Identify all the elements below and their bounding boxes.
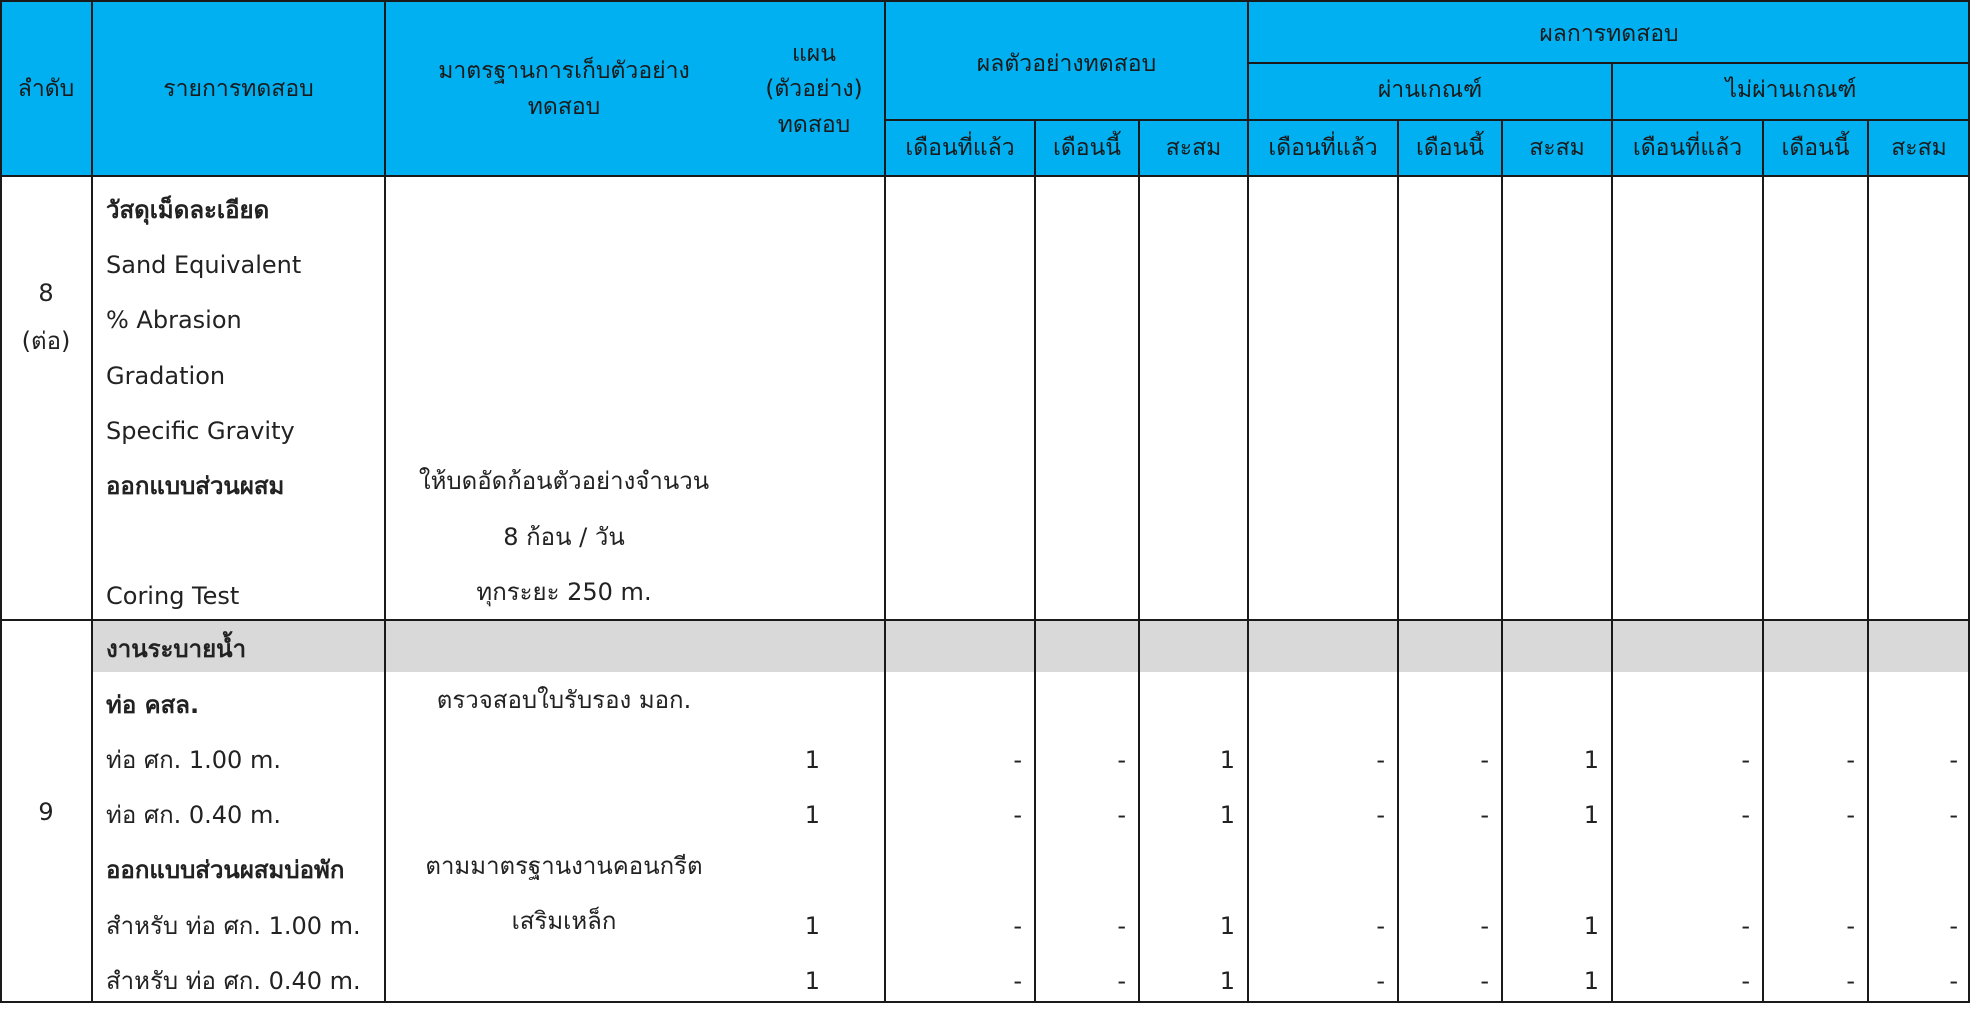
section9-item: สำหรับ ท่อ ศก. 1.00 m. bbox=[106, 912, 361, 940]
value-cell-fail-last-month: - bbox=[1741, 967, 1750, 995]
header-plan bbox=[743, 20, 885, 160]
value-cell-fail-last-month: - bbox=[1741, 746, 1750, 774]
section8-item: Sand Equivalent bbox=[106, 251, 302, 279]
col-line-8 bbox=[1501, 119, 1503, 1003]
section9-heading: งานระบายน้ำ bbox=[106, 635, 247, 663]
section9-item: ท่อ คสล. bbox=[106, 691, 200, 719]
border-bottom bbox=[0, 1001, 1970, 1003]
header-pass-this-month: เดือนนี้ bbox=[1415, 134, 1485, 161]
value-cell-pass-last-month: - bbox=[1376, 967, 1385, 995]
value-cell-pass-last-month: - bbox=[1376, 801, 1385, 829]
value-cell-samples-last-month: - bbox=[1013, 967, 1022, 995]
value-cell-samples-last-month: - bbox=[1013, 746, 1022, 774]
value-cell-fail-this-month: - bbox=[1846, 746, 1855, 774]
value-cell-pass-this-month: - bbox=[1480, 967, 1489, 995]
value-cell-fail-last-month: - bbox=[1741, 912, 1750, 940]
value-cell-plan: 1 bbox=[804, 746, 820, 774]
col-line-6 bbox=[1247, 0, 1249, 1003]
value-cell-fail-last-month: - bbox=[1741, 801, 1750, 829]
section8-seq: 8 bbox=[38, 279, 54, 307]
value-cell-pass-cumulative: 1 bbox=[1583, 746, 1599, 774]
value-cell-pass-this-month: - bbox=[1480, 746, 1489, 774]
header-samples-this-month: เดือนนี้ bbox=[1052, 134, 1122, 161]
header-samples-cumulative: สะสม bbox=[1165, 134, 1222, 161]
section9-standard-b: ตามมาตรฐานงานคอนกรีต bbox=[425, 852, 703, 880]
section8-seq-cont: (ต่อ) bbox=[21, 327, 71, 355]
value-cell-fail-cumulative: - bbox=[1949, 801, 1958, 829]
section8-item: Gradation bbox=[106, 362, 226, 390]
border-left bbox=[0, 0, 2, 1003]
header-results: ผลการทดสอบ bbox=[1539, 21, 1679, 48]
value-cell-samples-this-month: - bbox=[1117, 912, 1126, 940]
section9-item: ท่อ ศก. 0.40 m. bbox=[106, 801, 281, 829]
col-line-9 bbox=[1611, 62, 1613, 1003]
col-line-7 bbox=[1397, 119, 1399, 1003]
header-item: รายการทดสอบ bbox=[163, 76, 314, 103]
header-plan-line3: ทดสอบ bbox=[777, 111, 851, 138]
border-results-sub bbox=[1248, 62, 1970, 64]
value-cell-samples-this-month: - bbox=[1117, 746, 1126, 774]
col-line-11 bbox=[1867, 119, 1869, 1003]
section8-item: วัสดุเม็ดละเอียด bbox=[106, 196, 270, 224]
section8-standard: ให้บดอัดก้อนตัวอย่างจำนวน bbox=[418, 467, 710, 495]
value-cell-samples-cumulative: 1 bbox=[1219, 746, 1235, 774]
value-cell-samples-cumulative: 1 bbox=[1219, 967, 1235, 995]
value-cell-fail-this-month: - bbox=[1846, 801, 1855, 829]
header-fail-cumulative: สะสม bbox=[1891, 134, 1947, 161]
header-plan-line1: แผน bbox=[791, 40, 837, 67]
col-line-4 bbox=[1034, 119, 1036, 1003]
value-cell-samples-cumulative: 1 bbox=[1219, 912, 1235, 940]
border-header-bottom bbox=[0, 175, 1970, 177]
border-cols-sub bbox=[885, 119, 1970, 121]
value-cell-fail-this-month: - bbox=[1846, 912, 1855, 940]
section8-item: % Abrasion bbox=[106, 306, 242, 334]
header-standard-line2: ทดสอบ bbox=[527, 94, 601, 120]
value-cell-samples-last-month: - bbox=[1013, 912, 1022, 940]
header-pass-cumulative: สะสม bbox=[1529, 134, 1585, 161]
section8-standard: 8 ก้อน / วัน bbox=[503, 523, 625, 551]
header-pass-last-month: เดือนที่แล้ว bbox=[1268, 134, 1378, 161]
section8-item: Coring Test bbox=[106, 582, 240, 610]
col-line-5 bbox=[1138, 119, 1140, 1003]
value-cell-pass-cumulative: 1 bbox=[1583, 912, 1599, 940]
section9-standard-b: เสริมเหล็ก bbox=[511, 907, 617, 935]
value-cell-fail-cumulative: - bbox=[1949, 912, 1958, 940]
col-line-10 bbox=[1762, 119, 1764, 1003]
header-fail-this-month: เดือนนี้ bbox=[1781, 134, 1850, 161]
header-seq: ลำดับ bbox=[17, 76, 75, 103]
value-cell-pass-last-month: - bbox=[1376, 746, 1385, 774]
value-cell-plan: 1 bbox=[804, 912, 820, 940]
value-cell-fail-cumulative: - bbox=[1949, 967, 1958, 995]
border-top bbox=[0, 0, 1970, 2]
col-line-3 bbox=[884, 0, 886, 1003]
section9-seq: 9 bbox=[38, 798, 54, 826]
header-fail: ไม่ผ่านเกณฑ์ bbox=[1725, 77, 1857, 104]
value-cell-fail-this-month: - bbox=[1846, 967, 1855, 995]
header-samples-last-month: เดือนที่แล้ว bbox=[905, 134, 1015, 161]
header-pass: ผ่านเกณฑ์ bbox=[1377, 77, 1483, 104]
value-cell-pass-cumulative: 1 bbox=[1583, 801, 1599, 829]
section9-standard-a: ตรวจสอบใบรับรอง มอก. bbox=[436, 686, 692, 714]
section9-heading-band bbox=[92, 620, 1970, 672]
header-standard-line1: มาตรฐานการเก็บตัวอย่าง bbox=[438, 58, 690, 85]
value-cell-pass-this-month: - bbox=[1480, 912, 1489, 940]
value-cell-pass-cumulative: 1 bbox=[1583, 967, 1599, 995]
value-cell-samples-cumulative: 1 bbox=[1219, 801, 1235, 829]
section9-item: สำหรับ ท่อ ศก. 0.40 m. bbox=[106, 967, 361, 995]
section8-standard: ทุกระยะ 250 m. bbox=[476, 578, 652, 606]
col-line-1 bbox=[91, 0, 93, 1003]
border-section-divider bbox=[0, 619, 1970, 621]
section9-item: ออกแบบส่วนผสมบ่อพัก bbox=[106, 856, 345, 884]
section8-item: ออกแบบส่วนผสม bbox=[106, 472, 285, 500]
value-cell-plan: 1 bbox=[804, 801, 820, 829]
value-cell-samples-last-month: - bbox=[1013, 801, 1022, 829]
value-cell-plan: 1 bbox=[804, 967, 820, 995]
value-cell-samples-this-month: - bbox=[1117, 801, 1126, 829]
value-cell-pass-this-month: - bbox=[1480, 801, 1489, 829]
section9-item: ท่อ ศก. 1.00 m. bbox=[106, 746, 281, 774]
section8-item: Specific Gravity bbox=[106, 417, 295, 445]
header-fail-last-month: เดือนที่แล้ว bbox=[1632, 134, 1743, 161]
value-cell-fail-cumulative: - bbox=[1949, 746, 1958, 774]
value-cell-samples-this-month: - bbox=[1117, 967, 1126, 995]
header-plan-line2: (ตัวอย่าง) bbox=[765, 76, 863, 103]
value-cell-pass-last-month: - bbox=[1376, 912, 1385, 940]
header-samples: ผลตัวอย่างทดสอบ bbox=[976, 51, 1157, 78]
header-standard bbox=[385, 40, 743, 140]
